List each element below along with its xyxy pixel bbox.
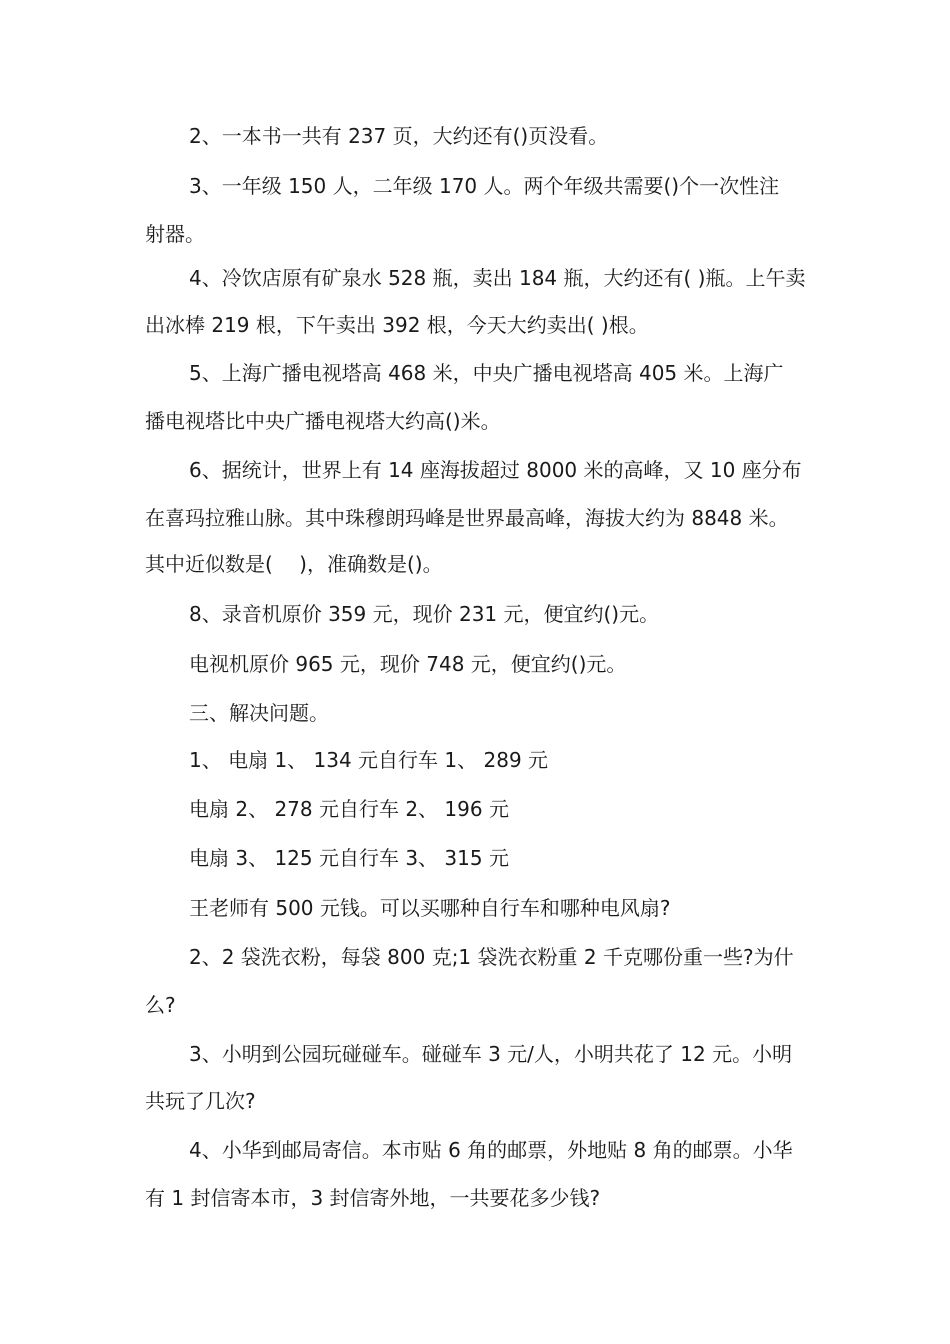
question-6-line-1: 6、据统计，世界上有 14 座海拔超过 8000 米的高峰，又 10 座分布	[189, 458, 802, 482]
question-3-line-1: 3、一年级 150 人，二年级 170 人。两个年级共需要()个一次性注	[189, 174, 780, 198]
problem-3-line-2: 共玩了几次?	[145, 1089, 256, 1113]
question-8-line-2: 电视机原价 965 元，现价 748 元，便宜约()元。	[189, 652, 627, 676]
question-2-line: 2、一本书一共有 237 页，大约还有()页没看。	[189, 124, 609, 148]
question-5-line-2: 播电视塔比中央广播电视塔大约高()米。	[145, 409, 501, 433]
problem-1-line-1: 1、 电扇 1、 134 元自行车 1、 289 元	[189, 748, 549, 772]
problem-1-line-3: 电扇 3、 125 元自行车 3、 315 元	[189, 846, 509, 870]
problem-4-line-2: 有 1 封信寄本市，3 封信寄外地，一共要花多少钱?	[145, 1186, 601, 1210]
problem-2-line-2: 么?	[145, 993, 176, 1017]
question-3-line-2: 射器。	[145, 222, 205, 246]
question-6-line-2: 在喜玛拉雅山脉。其中珠穆朗玛峰是世界最高峰，海拔大约为 8848 米。	[145, 506, 789, 530]
problem-1-line-2: 电扇 2、 278 元自行车 2、 196 元	[189, 797, 509, 821]
question-8-line-1: 8、录音机原价 359 元，现价 231 元，便宜约()元。	[189, 602, 660, 626]
question-4-line-1: 4、冷饮店原有矿泉水 528 瓶，卖出 184 瓶，大约还有( )瓶。上午卖	[189, 266, 806, 290]
problem-4-line-1: 4、小华到邮局寄信。本市贴 6 角的邮票，外地贴 8 角的邮票。小华	[189, 1138, 793, 1162]
problem-3-line-1: 3、小明到公园玩碰碰车。碰碰车 3 元/人，小明共花了 12 元。小明	[189, 1042, 793, 1066]
question-6-line-3: 其中近似数是( )，准确数是()。	[145, 552, 443, 576]
question-4-line-2: 出冰棒 219 根，下午卖出 392 根，今天大约卖出( )根。	[145, 313, 649, 337]
section-heading: 三、解决问题。	[189, 701, 329, 725]
problem-1-question: 王老师有 500 元钱。可以买哪种自行车和哪种电风扇?	[189, 896, 671, 920]
problem-2-line-1: 2、2 袋洗衣粉，每袋 800 克;1 袋洗衣粉重 2 千克哪份重一些?为什	[189, 945, 794, 969]
question-5-line-1: 5、上海广播电视塔高 468 米，中央广播电视塔高 405 米。上海广	[189, 361, 784, 385]
